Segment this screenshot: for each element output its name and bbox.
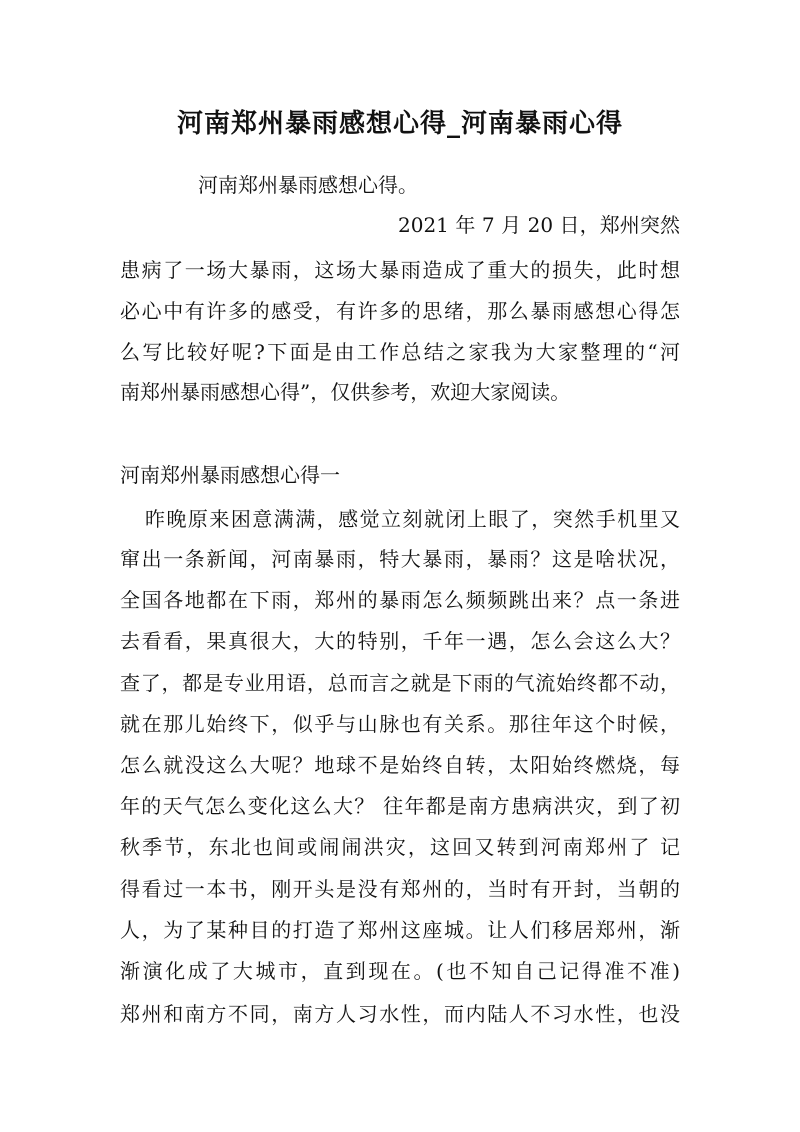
document-title: 河南郑州暴雨感想心得_河南暴雨心得 xyxy=(176,109,623,139)
intro-line: 么写比较好呢?下面是由工作总结之家我为大家整理的“河 xyxy=(120,340,680,364)
body-line: 年的天气怎么变化这么大？ 往年都是南方患病洪灾，到了初 xyxy=(120,794,680,818)
body-line: 秋季节，东北也间或闹闹洪灾，这回又转到河南郑州了 记 xyxy=(120,835,680,859)
body-line: 人，为了某种目的打造了郑州这座城。让人们移居郑州，渐 xyxy=(120,918,680,942)
body-line: 查了，都是专业用语，总而言之就是下雨的气流始终都不动， xyxy=(120,671,680,695)
body-line: 昨晚原来困意满满，感觉立刻就闭上眼了，突然手机里又 xyxy=(145,507,680,531)
body-line: 就在那儿始终下，似乎与山脉也有关系。那往年这个时候， xyxy=(120,712,680,736)
body-line: 全国各地都在下雨，郑州的暴雨怎么频频跳出来？点一条进 xyxy=(120,588,680,612)
body-line: 得看过一本书，刚开头是没有郑州的，当时有开封，当朝的 xyxy=(120,877,680,901)
intro-line: 患病了一场大暴雨，这场大暴雨造成了重大的损失，此时想 xyxy=(120,258,680,282)
intro-line: 南郑州暴雨感想心得”，仅供参考，欢迎大家阅读。 xyxy=(120,380,571,404)
body-line: 渐演化成了大城市，直到现在。(也不知自己记得准不准) xyxy=(120,959,680,983)
intro-line: 2021 年 7 月 20 日，郑州突然 xyxy=(398,213,680,237)
intro-line: 必心中有许多的感受，有许多的思绪，那么暴雨感想心得怎 xyxy=(120,299,680,323)
body-line: 去看看，果真很大，大的特别，千年一遇，怎么会这么大？ xyxy=(120,629,680,653)
body-line: 窜出一条新闻，河南暴雨，特大暴雨，暴雨？这是啥状况， xyxy=(120,547,680,571)
body-line: 怎么就没这么大呢？地球不是始终自转，太阳始终燃烧，每 xyxy=(120,753,680,777)
intro-heading: 河南郑州暴雨感想心得。 xyxy=(198,173,418,197)
section-heading: 河南郑州暴雨感想心得一 xyxy=(120,463,340,487)
body-line: 郑州和南方不同，南方人习水性，而内陆人不习水性，也没 xyxy=(120,1002,680,1026)
